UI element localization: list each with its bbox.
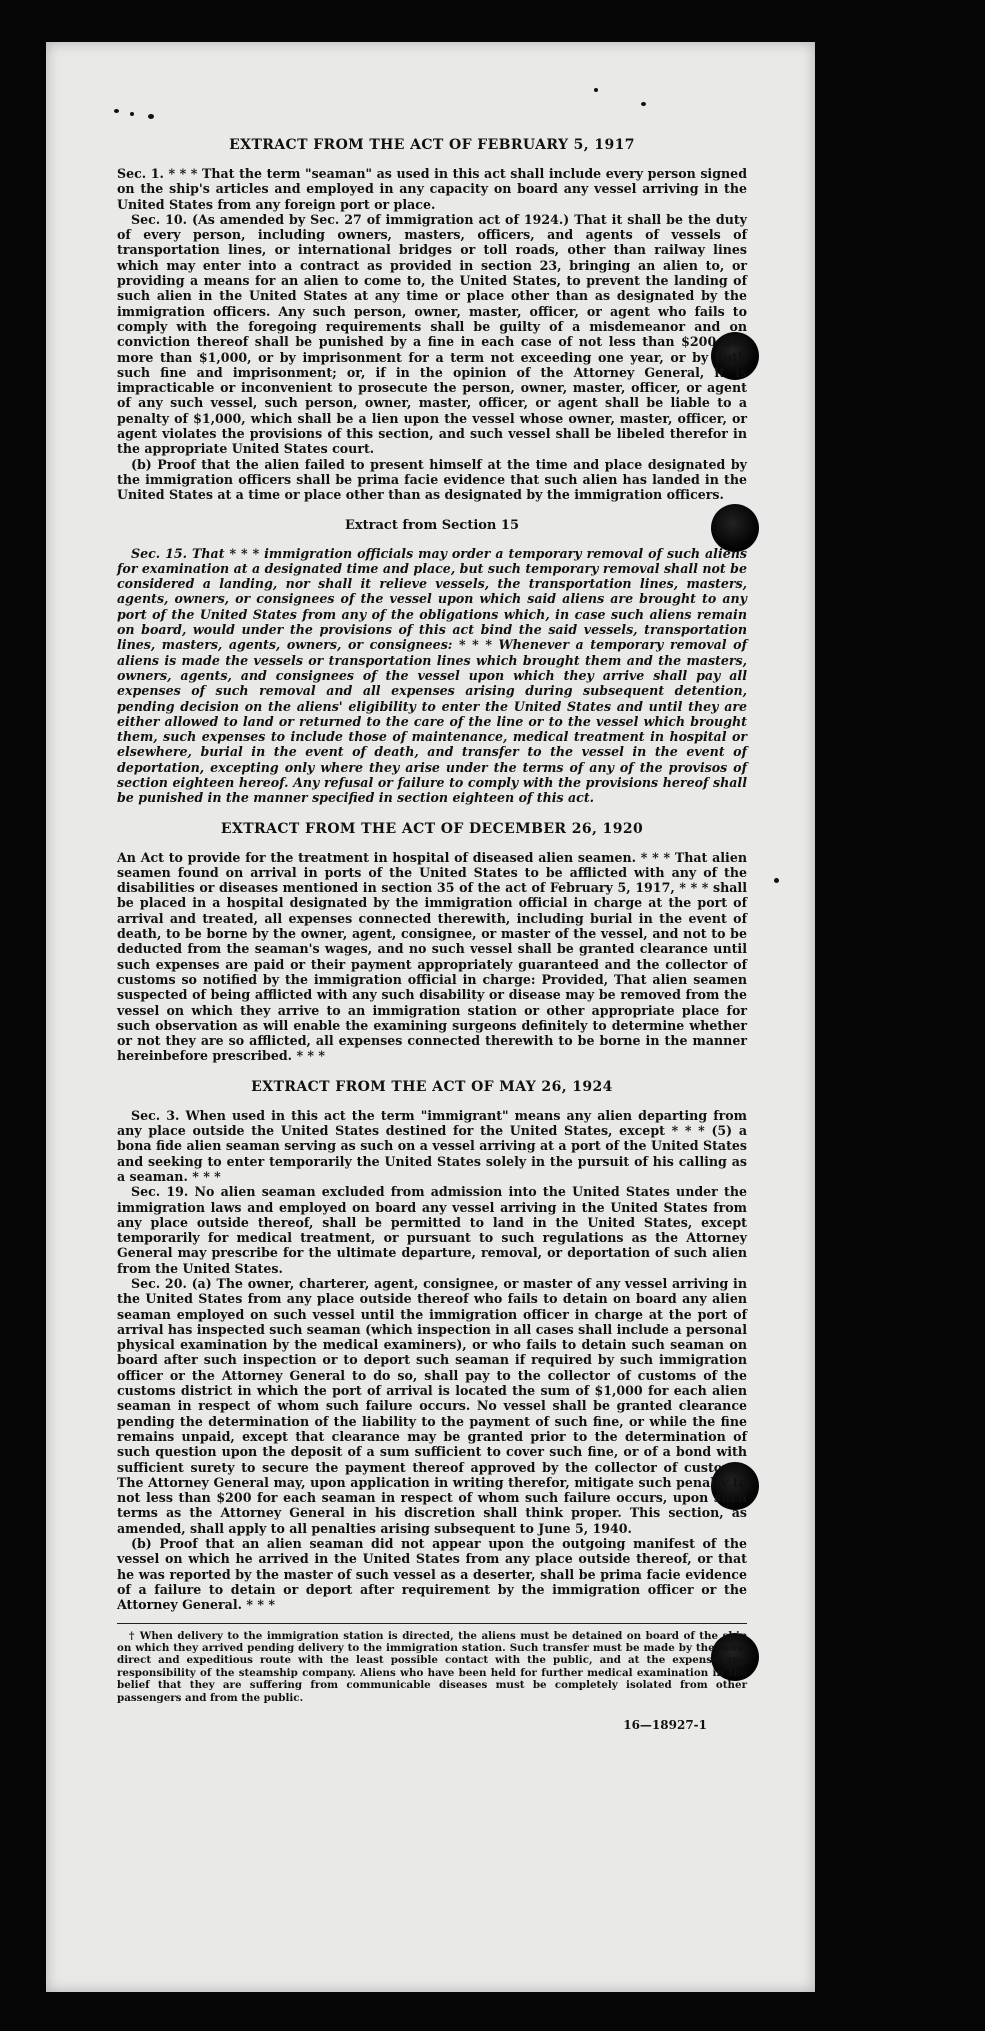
section-heading: EXTRACT FROM THE ACT OF MAY 26, 1924 <box>251 1078 613 1095</box>
paragraph: Sec. 20. (a) The owner, charterer, agent, consignee, or master of any vessel arriving in the United States from any place outside thereof who fails to detain on board any alien seaman employed on such vessel until the immigration officer in charge at the port of arrival has inspected such seaman (which inspection in all cases shall include a personal physical examination by the medical examiners), or who fails to detain such seaman on board after such inspection or to deport such seaman if required by such immigration officer or the Attorney General to do so, shall pay to the collector of customs of the customs district in which the port of arrival is located the sum of $1,000 for each alien seaman in respect of whom such failure occurs. No vessel shall be granted clearance pending the determination of the liability to the payment of such fine, or while the fine remains unpaid, except that clearance may be granted prior to the determination of such question upon the deposit of a sum sufficient to cover such fine, or of a bond with sufficient surety to secure the payment thereof approved by the collector of customs. The Attorney General may, upon application in writing therefor, mitigate such penalty to not less than $200 for each seaman in respect of whom such failure occurs, upon such terms as the Attorney General in his discretion shall think proper. This section, as amended, shall apply to all penalties arising subsequent to June 5, 1940. <box>117 1276 747 1536</box>
paragraph: Sec. 10. (As amended by Sec. 27 of immigration act of 1924.) That it shall be the duty of every person, including owners, masters, officers, and agents of vessels of transportation lines, or international bridges or toll roads, other than railway lines which may enter into a contract as provided in section 23, bringing an alien to, or providing a means for an alien to come to, the United States, to prevent the landing of such alien in the United States at any time or place other than as designated by the immigration officers. Any such person, owner, master, officer, or agent who fails to comply with the foregoing requirements shall be guilty of a misdemeanor and on conviction thereof shall be punished by a fine in each case of not less than $200 nor more than $1,000, or by imprisonment for a term not exceeding one year, or by both such fine and imprisonment; or, if in the opinion of the Attorney General, it is impracticable or inconvenient to prosecute the person, owner, master, officer, or agent of any such vessel, such person, owner, master, officer, or agent shall be liable to a penalty of $1,000, which shall be a lien upon the vessel whose owner, master, officer, or agent violates the provisions of this section, and such vessel shall be libeled therefor in the appropriate United States court. <box>117 211 747 457</box>
document-page <box>46 42 815 1992</box>
paragraph: Sec. 19. No alien seaman excluded from admission into the United States under the immigration laws and employed on board any vessel arriving in the United States from any place outside thereof, shall be permitted to land in the United States, except temporarily for medical treatment, or pursuant to such regulations as the Attorney General may prescribe for the ultimate departure, removal, or deportation of such alien from the United States. <box>117 1184 747 1276</box>
paragraph: Sec. 15. That * * * immigration officials may order a temporary removal of such aliens for examination at a designated time and place, but such temporary removal shall not be considered a landing, nor shall it relieve vessels, the transportation lines, masters, agents, owners, or consignees of the vessel upon which said aliens are brought to any port of the United States from any of the obligations which, in case such aliens remain on board, would under the provisions of this act bind the said vessels, transportation lines, masters, agents, owners, or consignees: * * * Whenever a temporary removal of aliens is made the vessels or transportation lines which brought them and the masters, owners, agents, and consignees of the vessel upon which they arrive shall pay all expenses of such removal and all expenses arising during subsequent detention, pending decision on the aliens' eligibility to enter the United States and until they are either allowed to land or returned to the care of the line or to the vessel which brought them, such expenses to include those of maintenance, medical treatment in hospital or elsewhere, burial in the event of death, and transfer to the vessel in the event of deportation, excepting only where they arise under the terms of any of the provisos of section eighteen hereof. Any refusal or failure to comply with the provisions hereof shall be punished in the manner specified in section eighteen of this act. <box>117 545 747 806</box>
ink-speck <box>594 88 598 92</box>
ink-speck <box>114 109 119 113</box>
ink-speck <box>148 114 154 119</box>
section-heading: EXTRACT FROM THE ACT OF DECEMBER 26, 1920 <box>220 820 644 837</box>
paragraph: An Act to provide for the treatment in hospital of diseased alien seamen. * * * That alien seamen found on arrival in ports of the United States to be afflicted with any of the disabilities or diseases mentioned in section 35 of the act of February 5, 1917, * * * shall be placed in a hospital designated by the immigration official in charge at the port of arrival and treated, all expenses connected therewith, including burial in the event of death, to be borne by the owner, agent, consignee, or master of the vessel, and not to be deducted from the seaman's wages, and no such vessel shall be granted clearance until such expenses are paid or their payment appropriately guaranteed and the collector of customs so notified by the immigration official in charge: Provided, That alien seamen suspected of being afflicted with any such disability or disease may be removed from the vessel on which they arrive to an immigration station or other appropriate place for such observation as will enable the examining surgeons definitely to determine whether or not they are so afflicted, all expenses connected therewith to be borne in the manner hereinbefore prescribed. * * * <box>117 849 747 1064</box>
paragraph: (b) Proof that an alien seaman did not appear upon the outgoing manifest of the vessel on which he arrived in the United States from any place outside thereof, or that he was reported by the master of such vessel as a deserter, shall be prima facie evidence of a failure to detain or deport after requirement by the immigration officer or the Attorney General. * * * <box>117 1536 747 1613</box>
form-number: 16—18927-1 <box>623 1717 707 1732</box>
paragraph: Sec. 3. When used in this act the term "immigrant" means any alien departing from any place outside the United States destined for the United States, except * * * (5) a bona fide alien seaman serving as such on a vessel arriving at a port of the United States and seeking to enter temporarily the United States solely in the pursuit of his calling as a seaman. * * * <box>117 1107 747 1184</box>
footnote <box>117 1630 747 1704</box>
ink-speck <box>774 878 779 883</box>
ink-speck <box>130 112 134 116</box>
footnote-text: † When delivery to the immigration station is directed, the aliens must be detained on board of the ship on which they arrived pending delivery to the immigration station. Such transfer must be made by the most direct and expeditious route with the least possible contact with the public, and at the expense and responsibility of the steamship company. Aliens who have been held for further medical examination in the belief that they are suffering from communicable diseases must be completely isolated from other passengers and from the public. <box>117 1629 747 1704</box>
footnote-divider <box>117 1623 747 1624</box>
paragraph: (b) Proof that the alien failed to present himself at the time and place designated by the immigration officers shall be prima facie evidence that such alien has landed in the United States at a time or place other than as designated by the immigration officers. <box>117 456 747 503</box>
paragraph: Sec. 1. * * * That the term "seaman" as used in this act shall include every person signed on the ship's articles and employed in any capacity on board any vessel arriving in the United States from any foreign port or place. <box>117 166 747 212</box>
ink-speck <box>641 102 646 106</box>
section-subheading: Extract from Section 15 <box>344 517 520 533</box>
section-heading: EXTRACT FROM THE ACT OF FEBRUARY 5, 1917 <box>229 137 635 153</box>
document-body <box>117 136 747 1732</box>
